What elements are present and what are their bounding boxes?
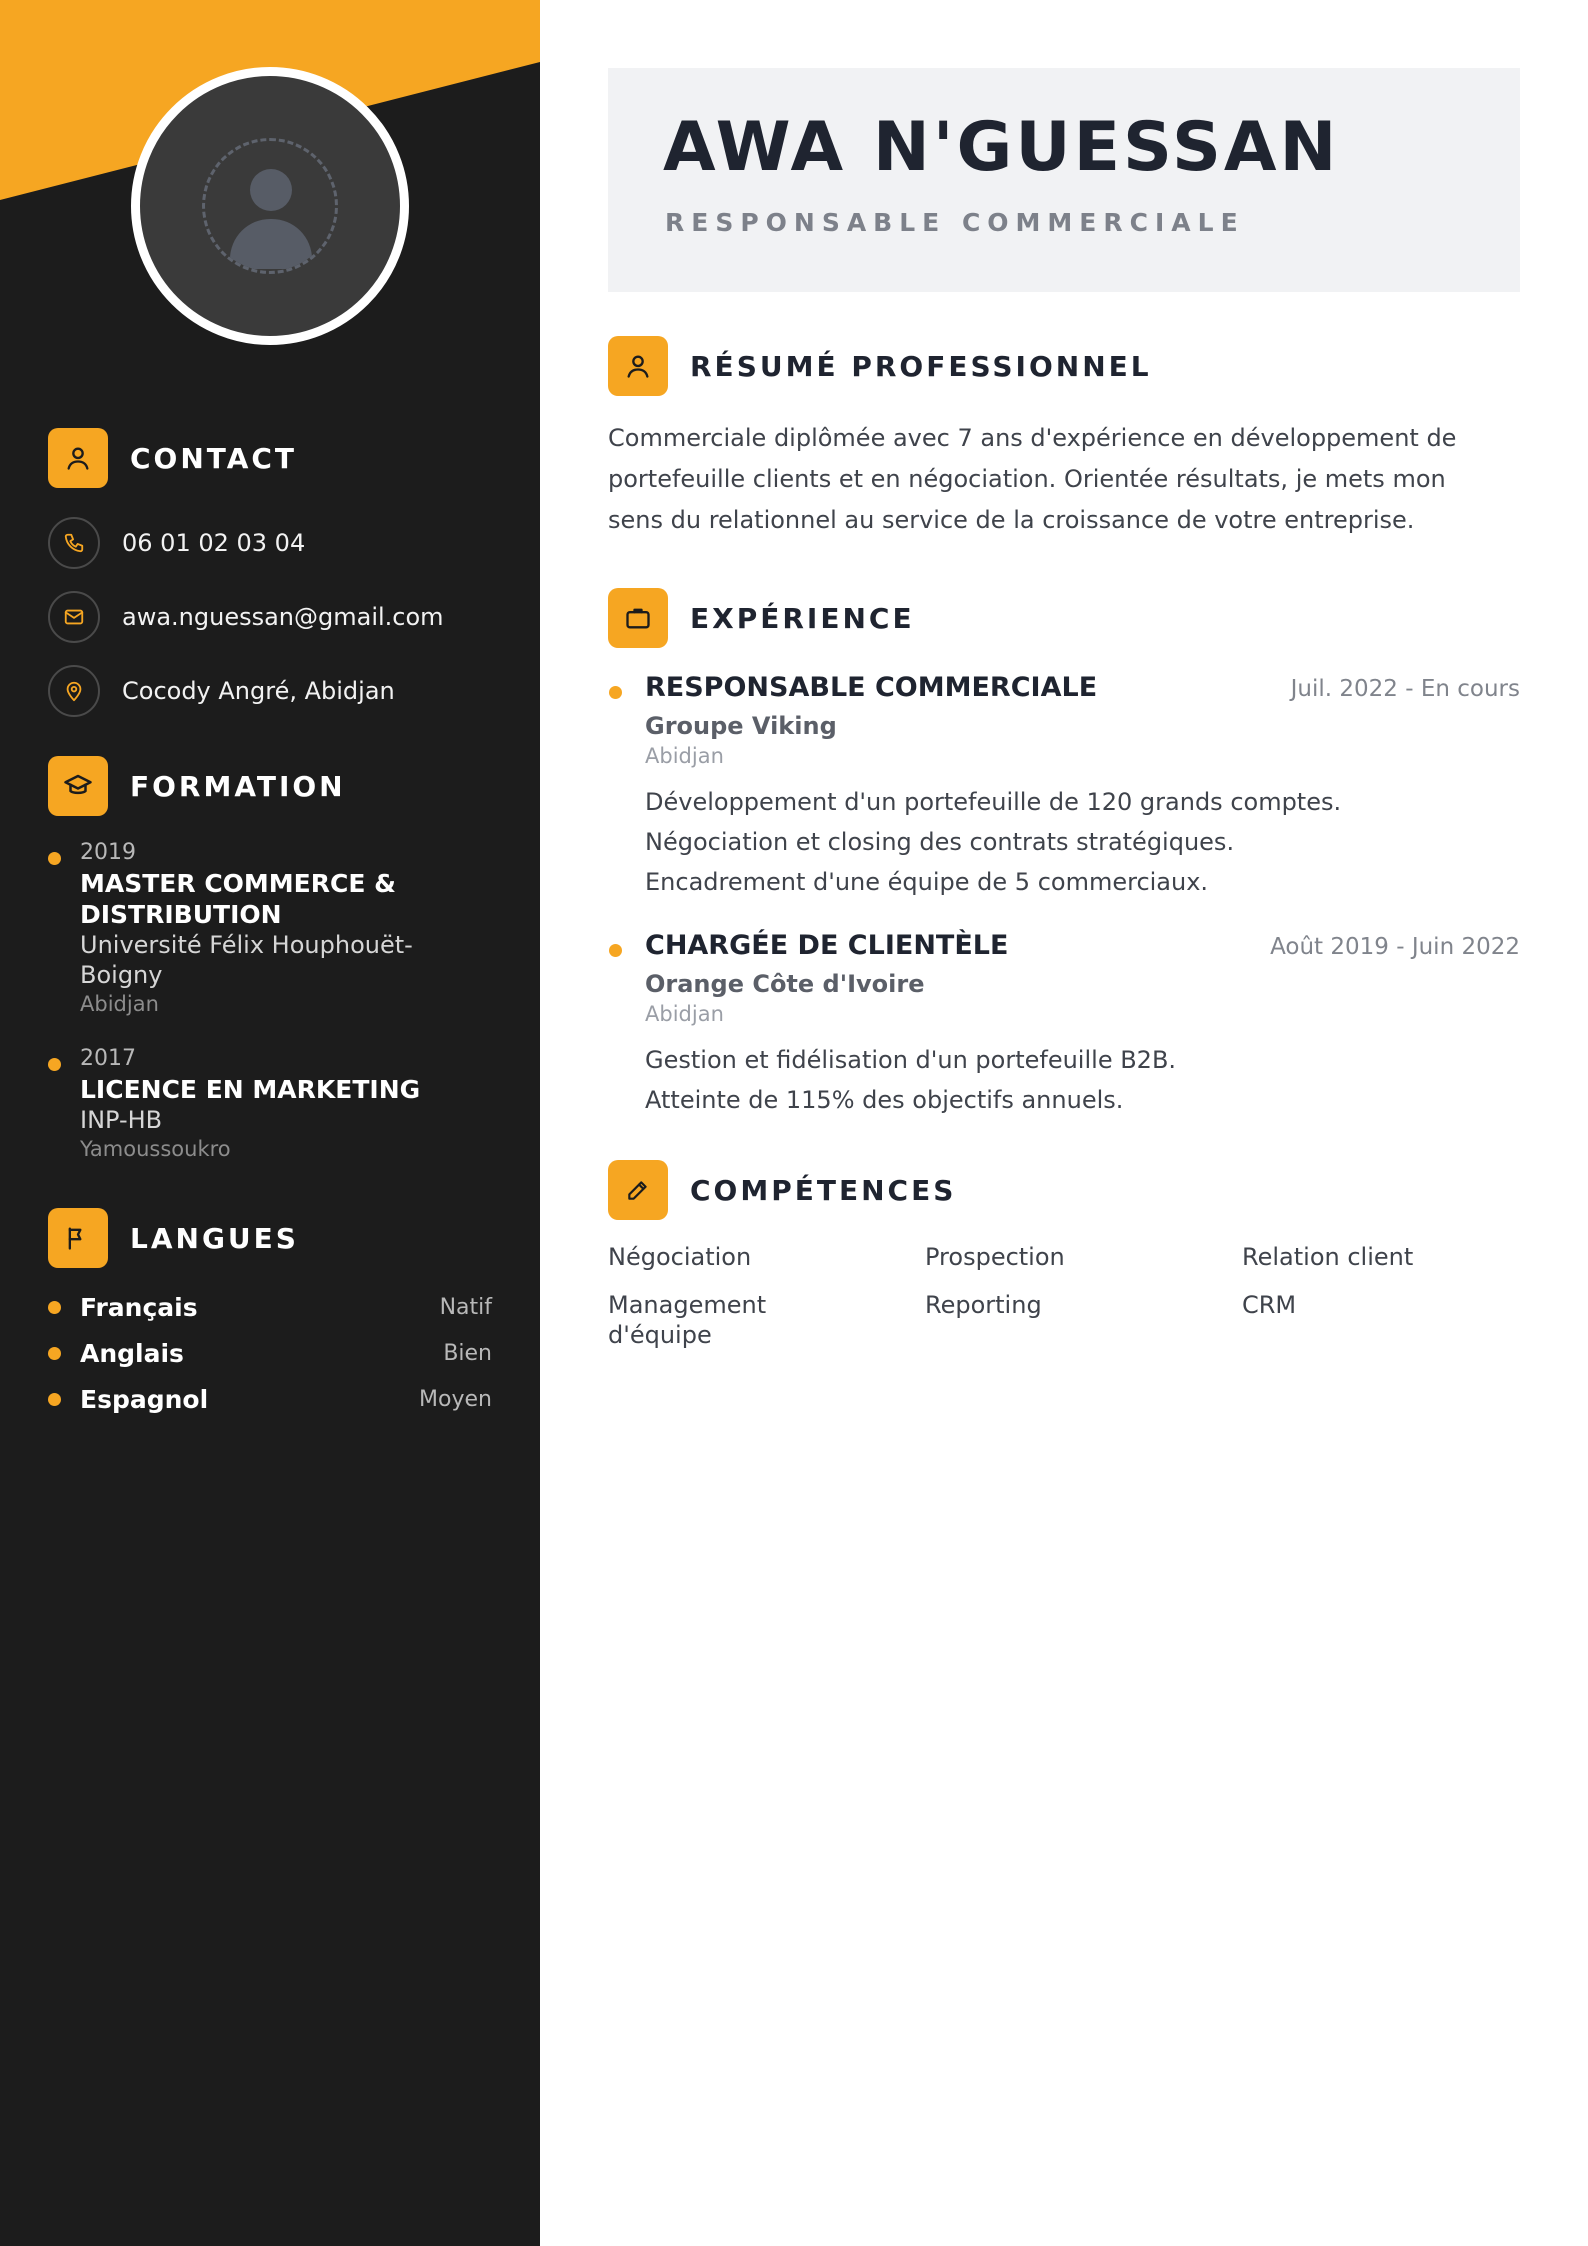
- candidate-role: RESPONSABLE COMMERCIALE: [665, 208, 1245, 237]
- formation-title: FORMATION: [130, 769, 346, 803]
- job-date: Août 2019 - Juin 2022: [1270, 934, 1520, 960]
- resume-title: RÉSUMÉ PROFESSIONNEL: [690, 349, 1152, 383]
- user-icon: [48, 428, 108, 488]
- resume-line: Commerciale diplômée avec 7 ans d'expérience en développement de: [608, 424, 1457, 452]
- job-task: Atteinte de 115% des objectifs annuels.: [645, 1086, 1124, 1114]
- skill-label: Prospection: [925, 1243, 1065, 1271]
- candidate-name: AWA N'GUESSAN: [663, 108, 1340, 187]
- header: [608, 68, 1520, 292]
- job-company: Groupe Viking: [645, 712, 837, 740]
- formation-school-line: Boigny: [80, 961, 163, 989]
- skill-label: d'équipe: [608, 1321, 712, 1349]
- email-text: awa.nguessan@gmail.com: [122, 603, 444, 631]
- language-row: [48, 1335, 492, 1371]
- bullet-dot: [48, 1058, 61, 1071]
- bullet-dot: [48, 1393, 61, 1406]
- formation-heading: [48, 756, 346, 816]
- resume-line: sens du relationnel au service de la croissance de votre entreprise.: [608, 506, 1415, 534]
- bullet-dot: [48, 852, 61, 865]
- skill-item: [925, 1290, 1242, 1350]
- contact-title: CONTACT: [130, 441, 298, 475]
- language-name: Espagnol: [80, 1384, 209, 1414]
- job-city: Abidjan: [645, 744, 724, 768]
- language-row: [48, 1289, 492, 1325]
- skill-label: CRM: [1242, 1291, 1297, 1319]
- job-tasks: [645, 1040, 1176, 1120]
- formation-city: Yamoussoukro: [80, 1137, 231, 1161]
- bullet-dot: [48, 1301, 61, 1314]
- contact-heading: [48, 428, 297, 488]
- avatar-head: [250, 169, 292, 211]
- avatar: [131, 67, 409, 345]
- experience-heading: [608, 588, 915, 648]
- user-icon: [608, 336, 668, 396]
- job-title: RESPONSABLE COMMERCIALE: [645, 672, 1098, 703]
- flag-icon: [48, 1208, 108, 1268]
- mail-icon: [48, 591, 100, 643]
- competences-title: COMPÉTENCES: [690, 1173, 957, 1207]
- competences-heading: [608, 1160, 956, 1220]
- job-task: Négociation et closing des contrats stratégiques.: [645, 828, 1235, 856]
- bullet-dot: [609, 686, 622, 699]
- formation-year: 2017: [80, 1046, 136, 1071]
- formation-school-line: Université Félix Houphouët-: [80, 931, 413, 959]
- contact-email[interactable]: [48, 591, 444, 643]
- formation-school: [80, 930, 508, 990]
- contact-address: [48, 665, 395, 717]
- language-name: Français: [80, 1292, 198, 1322]
- resume-text: [608, 418, 1513, 541]
- job-tasks: [645, 782, 1341, 902]
- language-level: Bien: [443, 1340, 492, 1366]
- language-row: [48, 1381, 492, 1417]
- avatar-body: [230, 219, 312, 269]
- job-task: Développement d'un portefeuille de 120 grands comptes.: [645, 788, 1342, 816]
- briefcase-icon: [608, 588, 668, 648]
- formation-school: INP-HB: [80, 1106, 163, 1134]
- job-task: Gestion et fidélisation d'un portefeuille B2B.: [645, 1046, 1177, 1074]
- graduation-cap-icon: [48, 756, 108, 816]
- job-date: Juil. 2022 - En cours: [1290, 676, 1520, 702]
- resume-heading: [608, 336, 1152, 396]
- formation-city: Abidjan: [80, 992, 159, 1016]
- formation-degree-line: DISTRIBUTION: [80, 900, 282, 929]
- skills-grid: [608, 1242, 1520, 1350]
- formation-item: [48, 1044, 508, 1163]
- skill-label: Relation client: [1242, 1243, 1414, 1271]
- langues-title: LANGUES: [130, 1221, 299, 1255]
- job-company: Orange Côte d'Ivoire: [645, 970, 925, 998]
- address-text: Cocody Angré, Abidjan: [122, 677, 395, 705]
- langues-heading: [48, 1208, 299, 1268]
- avatar-placeholder: [202, 138, 338, 274]
- skill-label: Reporting: [925, 1291, 1042, 1319]
- experience-title: EXPÉRIENCE: [690, 601, 915, 635]
- bullet-dot: [48, 1347, 61, 1360]
- job-city: Abidjan: [645, 1002, 724, 1026]
- formation-item: [48, 838, 508, 1018]
- language-name: Anglais: [80, 1338, 184, 1368]
- formation-year: 2019: [80, 840, 136, 865]
- phone-text: 06 01 02 03 04: [122, 529, 306, 557]
- pencil-icon: [608, 1160, 668, 1220]
- skill-item: [608, 1242, 925, 1272]
- skill-item: [925, 1242, 1242, 1272]
- skill-label: Négociation: [608, 1243, 752, 1271]
- language-level: Moyen: [419, 1386, 492, 1412]
- skill-item: [608, 1290, 925, 1350]
- job-task: Encadrement d'une équipe de 5 commerciaux.: [645, 868, 1209, 896]
- formation-degree-line: MASTER COMMERCE &: [80, 869, 396, 898]
- resume-line: portefeuille clients et en négociation. Orientée résultats, je mets mon: [608, 465, 1446, 493]
- formation-degree: LICENCE EN MARKETING: [80, 1075, 421, 1104]
- phone-icon: [48, 517, 100, 569]
- skill-label: Management: [608, 1291, 767, 1319]
- location-pin-icon: [48, 665, 100, 717]
- skill-item: [1242, 1242, 1520, 1272]
- language-level: Natif: [439, 1294, 492, 1320]
- formation-degree: [80, 868, 508, 930]
- sidebar: [0, 0, 540, 2246]
- job-title: CHARGÉE DE CLIENTÈLE: [645, 930, 1009, 961]
- skill-item: [1242, 1290, 1520, 1350]
- bullet-dot: [609, 944, 622, 957]
- contact-phone[interactable]: [48, 517, 305, 569]
